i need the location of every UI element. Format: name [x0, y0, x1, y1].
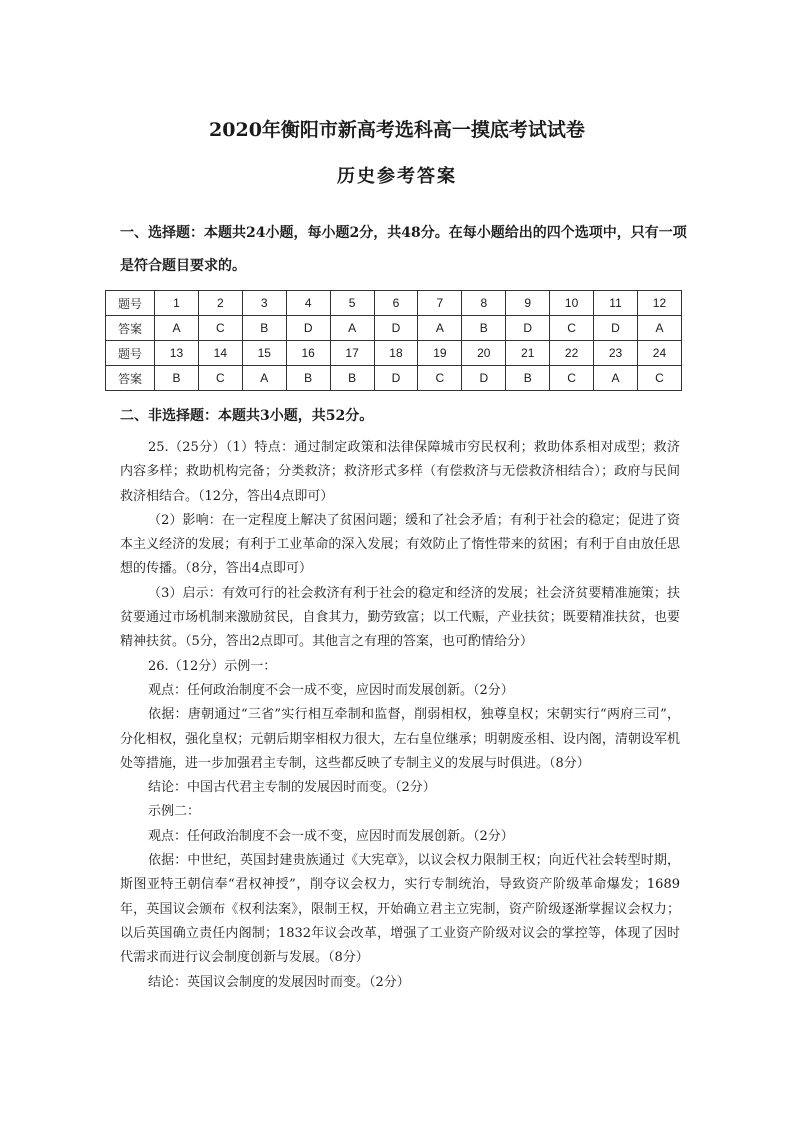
- table-cell: A: [418, 316, 462, 341]
- answer-paragraph: 25.（25分）（1）特点：通过制定政策和法律保障城市穷民权利；救助体系相对成型；救济内容多样；救助机构完备；分类救济；救济形式多样（有偿救济与无偿救济相结合）；政府与民间救济相结合。（12分，答出4点即可）: [120, 440, 680, 504]
- table-cell: C: [550, 366, 594, 391]
- answer-key-title: 历史参考答案: [337, 166, 457, 187]
- answer-paragraph: 观点：任何政治制度不会一成不变，应因时而发展创新。（2分）: [148, 682, 514, 698]
- table-row-label: 答案: [106, 316, 155, 341]
- table-cell: 2: [198, 291, 242, 316]
- answer-paragraph: 依据：唐朝通过“三省”实行相互牵制和监督，削弱相权，独尊皇权；宋朝实行“两府三司”，分化相权，强化皇权；元朝后期宰相权力很大，左右皇位继承；明朝废丞相、设内阁，清朝设军机处等措施，进一步加强君主专制，这些都反映了专制主义的发展与时俱进。（8分）: [120, 707, 680, 771]
- table-cell: 7: [418, 291, 462, 316]
- table-row-label: 答案: [106, 366, 155, 391]
- answer-paragraph: 依据：中世纪，英国封建贵族通过《大宪章》，以议会权力限制王权；向近代社会转型时期，斯图亚特王朝信奉“君权神授”，削夺议会权力，实行专制统治，导致资产阶级革命爆发；1689年，英国议会颁布《权利法案》，限制王权，开始确立君主立宪制，资产阶级逐渐掌握议会权力；以后英国确立责任内阁制；1832年议会改革，增强了工业资产阶级对议会的掌控等，体现了因时代需求而进行议会制度创新与发展。（8分）: [120, 853, 680, 966]
- table-cell: 19: [418, 341, 462, 366]
- table-cell: A: [242, 366, 286, 391]
- table-row: [106, 316, 682, 341]
- table-cell: 8: [462, 291, 506, 316]
- table-cell: 1: [155, 291, 199, 316]
- table-cell: 10: [550, 291, 594, 316]
- table-cell: 6: [374, 291, 418, 316]
- table-cell: D: [506, 316, 550, 341]
- answer-paragraph: （3）启示：有效可行的社会救济有利于社会的稳定和经济的发展；社会济贫要精准施策；扶贫要通过市场机制来激励贫民，自食其力，勤劳致富；以工代赈，产业扶贫；既要精准扶贫，也要精神扶贫。（5分，答出2点即可。其他言之有理的答案，也可酌情给分）: [120, 585, 680, 650]
- table-cell: C: [418, 366, 462, 391]
- section-1-heading: 一、选择题：本题共24小题，每小题2分，共48分。在每小题给出的四个选项中，只有一项是符合题目要求的。: [120, 225, 687, 274]
- table-cell: A: [637, 316, 681, 341]
- answer-paragraph: 观点：任何政治制度不会一成不变，应因时而发展创新。（2分）: [148, 828, 514, 844]
- table-cell: C: [198, 316, 242, 341]
- table-cell: B: [242, 316, 286, 341]
- table-cell: D: [286, 316, 330, 341]
- table-cell: 22: [550, 341, 594, 366]
- table-cell: 12: [637, 291, 681, 316]
- answer-paragraph: 结论：英国议会制度的发展因时而变。（2分）: [148, 974, 410, 990]
- table-cell: 16: [286, 341, 330, 366]
- table-cell: A: [594, 366, 638, 391]
- table-cell: D: [374, 316, 418, 341]
- answer-paragraph: 示例二：: [148, 804, 201, 820]
- table-cell: 5: [330, 291, 374, 316]
- table-cell: B: [155, 366, 199, 391]
- table-cell: 4: [286, 291, 330, 316]
- table-cell: 9: [506, 291, 550, 316]
- answer-paragraph: （2）影响：在一定程度上解决了贫困问题；缓和了社会矛盾；有利于社会的稳定；促进了资本主义经济的发展；有利于工业革命的深入发展；有效防止了惰性带来的贫困；有利于自由放任思想的传播。（8分，答出4点即可）: [120, 512, 680, 577]
- answer-paragraph: 26.（12分）示例一：: [148, 658, 277, 674]
- table-cell: B: [506, 366, 550, 391]
- table-cell: 3: [242, 291, 286, 316]
- table-cell: B: [286, 366, 330, 391]
- table-row: [106, 291, 682, 316]
- table-cell: 20: [462, 341, 506, 366]
- table-row-label: 题号: [106, 291, 155, 316]
- table-cell: 23: [594, 341, 638, 366]
- table-cell: 21: [506, 341, 550, 366]
- table-cell: 11: [594, 291, 638, 316]
- table-cell: C: [637, 366, 681, 391]
- table-cell: 17: [330, 341, 374, 366]
- table-cell: B: [462, 316, 506, 341]
- table-cell: 18: [374, 341, 418, 366]
- table-cell: D: [374, 366, 418, 391]
- table-cell: 14: [198, 341, 242, 366]
- table-cell: D: [462, 366, 506, 391]
- table-cell: B: [330, 366, 374, 391]
- table-cell: A: [155, 316, 199, 341]
- answer-table: [105, 290, 682, 391]
- table-cell: D: [594, 316, 638, 341]
- table-cell: C: [550, 316, 594, 341]
- table-row-label: 题号: [106, 341, 155, 366]
- table-cell: C: [198, 366, 242, 391]
- answer-body: [120, 436, 680, 995]
- table-cell: 15: [242, 341, 286, 366]
- table-row: [106, 366, 682, 391]
- table-cell: A: [330, 316, 374, 341]
- table-row: [106, 341, 682, 366]
- exam-title: 2020年衡阳市新高考选科高一摸底考试试卷: [209, 119, 585, 141]
- answer-paragraph: 结论：中国古代君主专制的发展因时而变。（2分）: [148, 780, 436, 796]
- table-cell: 13: [155, 341, 199, 366]
- section-2-heading: 二、非选择题：本题共3小题，共52分。: [120, 408, 374, 424]
- table-cell: 24: [637, 341, 681, 366]
